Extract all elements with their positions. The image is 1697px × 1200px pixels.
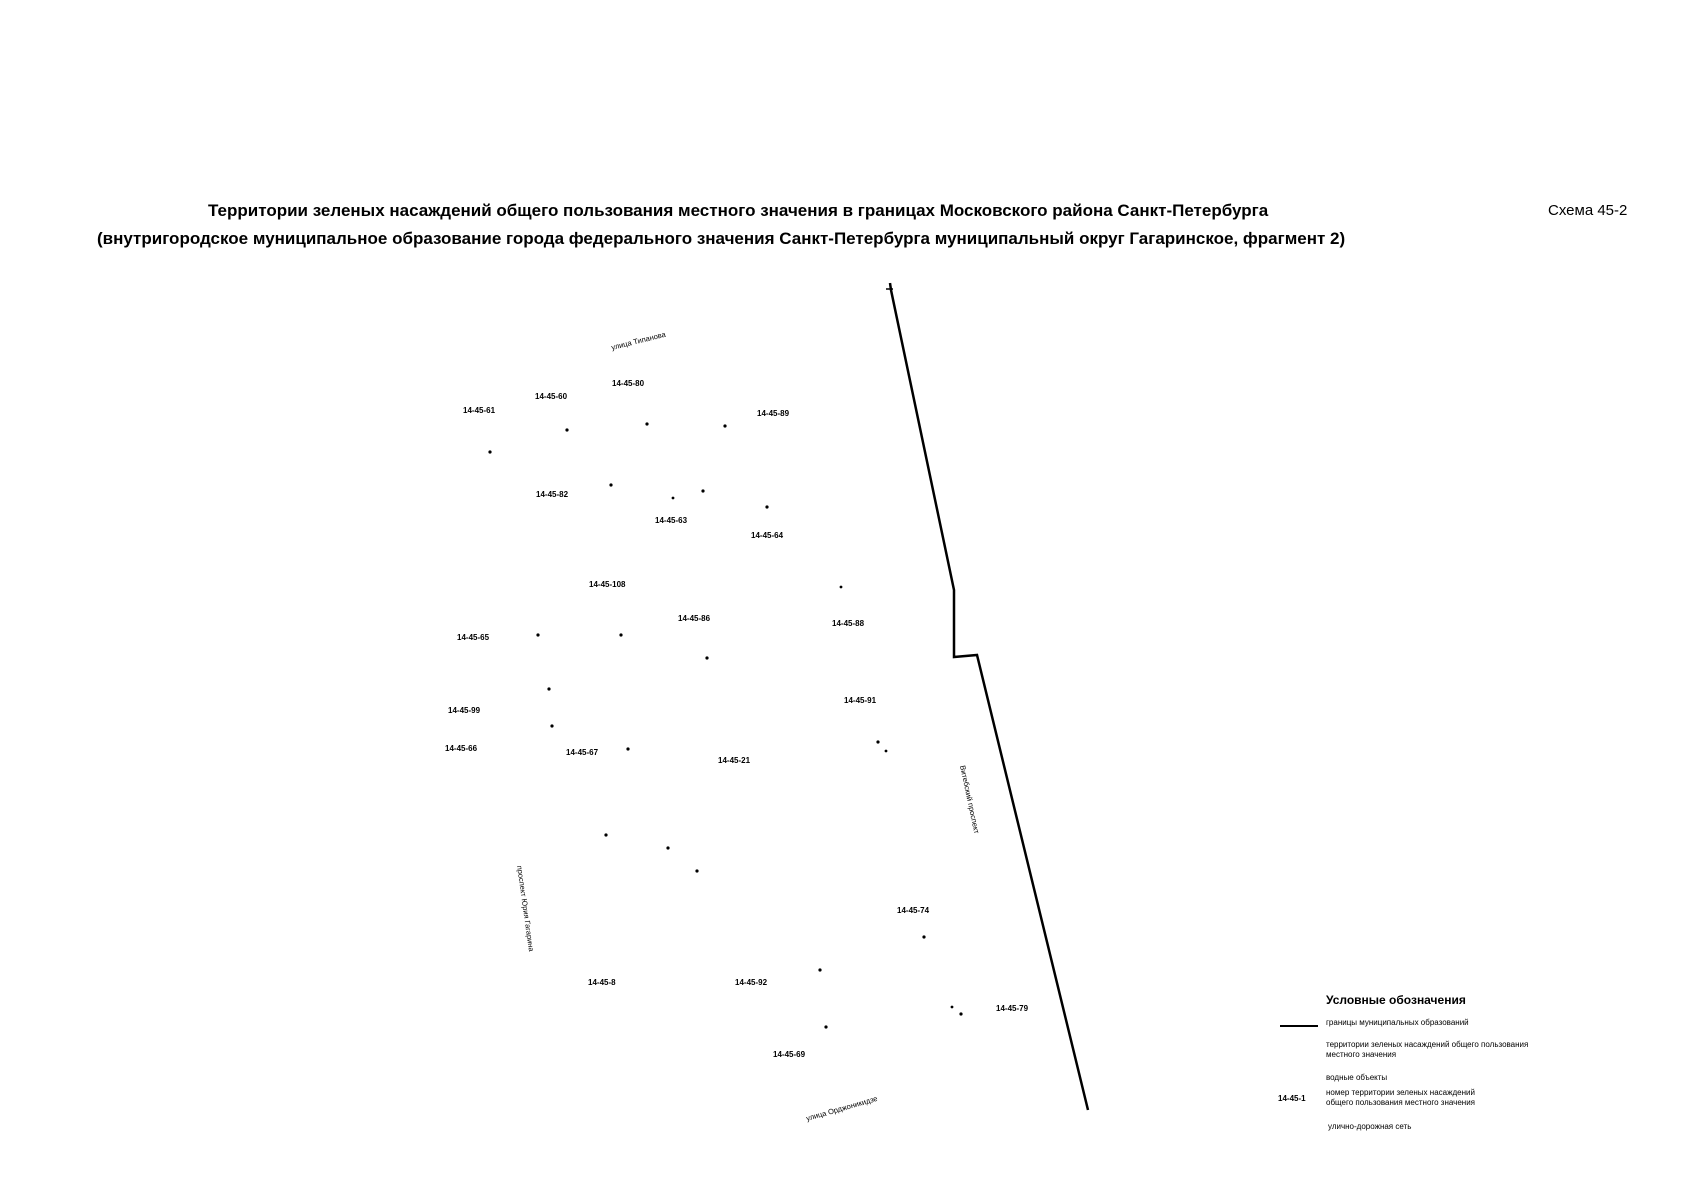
territory-label: 14-45-8 xyxy=(588,978,616,987)
territory-label: 14-45-66 xyxy=(445,744,478,753)
legend-item-roads: улично-дорожная сеть xyxy=(1328,1122,1412,1131)
legend-item-number-line1: номер территории зеленых насаждений xyxy=(1326,1088,1475,1097)
street-label: проспект Юрия Гагарина xyxy=(515,865,536,953)
territory-label: 14-45-65 xyxy=(457,633,490,642)
legend-item-green-line1: территории зеленых насаждений общего пользования xyxy=(1326,1040,1529,1049)
street-label: улица Орджоникидзе xyxy=(805,1093,879,1123)
territory-label: 14-45-63 xyxy=(655,516,688,525)
legend-title: Условные обозначения xyxy=(1326,993,1466,1007)
territory-label: 14-45-64 xyxy=(751,531,784,540)
territory-label: 14-45-61 xyxy=(463,406,496,415)
street-label: улица Типанова xyxy=(610,329,667,352)
territory-label: 14-45-82 xyxy=(536,490,569,499)
legend-item-boundary: границы муниципальных образований xyxy=(1326,1018,1469,1027)
legend-code-example: 14-45-1 xyxy=(1278,1094,1306,1103)
territory-label: 14-45-69 xyxy=(773,1050,806,1059)
territory-label: 14-45-74 xyxy=(897,906,930,915)
territory-label: 14-45-80 xyxy=(612,379,645,388)
territory-label: 14-45-21 xyxy=(718,756,751,765)
territory-markers xyxy=(488,422,962,1028)
territory-label: 14-45-79 xyxy=(996,1004,1029,1013)
territory-label: 14-45-67 xyxy=(566,748,599,757)
territory-label: 14-45-92 xyxy=(735,978,768,987)
territory-label: 14-45-108 xyxy=(589,580,626,589)
municipal-boundary-line xyxy=(890,283,1088,1110)
territory-label: 14-45-86 xyxy=(678,614,711,623)
street-label: Витебский проспект xyxy=(958,764,982,835)
territory-label: 14-45-89 xyxy=(757,409,790,418)
legend-item-green-line2: местного значения xyxy=(1326,1050,1397,1059)
territory-label: 14-45-99 xyxy=(448,706,481,715)
territory-label: 14-45-91 xyxy=(844,696,877,705)
territory-label: 14-45-88 xyxy=(832,619,865,628)
map-subtitle: (внутригородское муниципальное образование города федерального значения Санкт-Петербурга муниципальный округ Гагаринское, фрагмент 2) xyxy=(97,229,1346,248)
legend-boundary-symbol xyxy=(1280,1023,1320,1029)
legend-item-number-line2: общего пользования местного значения xyxy=(1326,1098,1475,1107)
legend-item-water: водные объекты xyxy=(1326,1073,1388,1082)
map-title: Территории зеленых насаждений общего пользования местного значения в границах Московского района Санкт-Петербурга xyxy=(208,201,1269,220)
schema-number: Схема 45-2 xyxy=(1548,202,1628,219)
territory-label: 14-45-60 xyxy=(535,392,568,401)
